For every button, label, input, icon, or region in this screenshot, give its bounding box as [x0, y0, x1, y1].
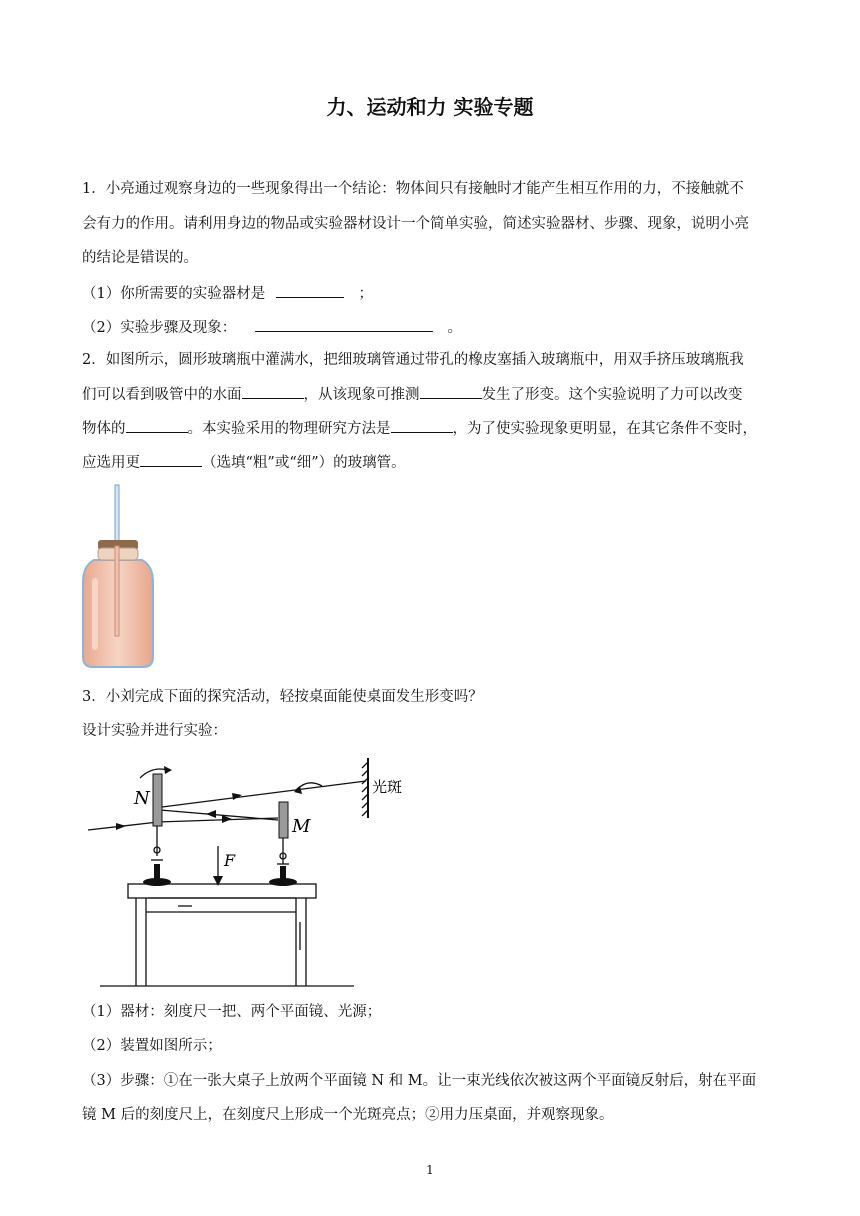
q2-text: 。本实验采用的物理研究方法是 — [187, 421, 391, 437]
q2-text-line4 — [82, 452, 406, 473]
q3-text-line2: 设计实验并进行实验： — [82, 723, 227, 739]
q1-sub1 — [82, 283, 373, 304]
q2-answer-blank-5[interactable] — [140, 452, 202, 467]
q1-text-line2: 会有力的作用。请利用身边的物品或实验器材设计一个简单实验，简述实验器材、步骤、现象，说明小亮 — [82, 216, 749, 232]
q3-item2: （2）装置如图所示； — [82, 1038, 222, 1054]
q2-answer-blank-3[interactable] — [126, 418, 188, 433]
q2-text: ，从该现象可推测 — [303, 387, 420, 403]
q2-text: 发生了形变。这个实验说明了力可以改变 — [481, 387, 743, 403]
q2-text: 物体的 — [82, 421, 126, 437]
q1-text-line3: 的结论是错误的。 — [82, 250, 198, 266]
mirror-m — [279, 802, 288, 838]
q2-text-line3 — [82, 418, 757, 439]
q1-answer-blank-steps[interactable] — [255, 317, 433, 332]
q3-text-line1: 3．小刘完成下面的探究活动，轻按桌面能使桌面发生形变吗？ — [82, 689, 483, 705]
label-n: N — [134, 788, 150, 809]
q2-text: ，为了使实验现象更明显，在其它条件不变时， — [452, 421, 757, 437]
q2-text-line1: 2．如图所示，圆形玻璃瓶中灌满水，把细玻璃管通过带孔的橡皮塞插入玻璃瓶中，用双手挤压玻璃瓶我 — [82, 352, 744, 368]
q2-text-line2 — [82, 384, 743, 405]
q2-text: 们可以看到吸管中的水面 — [82, 387, 242, 403]
q1-answer-blank-materials[interactable] — [276, 283, 344, 298]
q1-text-line1: 1．小亮通过观察身边的一些现象得出一个结论：物体间只有接触时才能产生相互作用的力，不接触就不 — [82, 181, 744, 197]
q1-sub1-end: ； — [358, 286, 373, 302]
q1-sub2-end: 。 — [447, 320, 462, 336]
page-title: 力、运动和力 实验专题 — [326, 95, 534, 119]
glass-bottle-figure — [78, 482, 158, 674]
mirror-table-experiment-figure — [82, 752, 422, 992]
q1-sub1-prompt: （1）你所需要的实验器材是 — [82, 286, 266, 302]
q3-item3-line2: 镜 M 后的刻度尺上，在刻度尺上形成一个光斑亮点；②用力压桌面，并观察现象。 — [82, 1107, 614, 1123]
q3-item1: （1）器材：刻度尺一把、两个平面镜、光源； — [82, 1004, 382, 1020]
q2-answer-blank-1[interactable] — [242, 384, 304, 399]
page-number: 1 — [426, 1163, 434, 1177]
q1-sub2-prompt: （2）实验步骤及现象： — [82, 320, 237, 336]
label-f: F — [224, 851, 236, 870]
label-m: M — [292, 816, 311, 837]
mirror-n — [153, 774, 162, 826]
q2-answer-blank-2[interactable] — [420, 384, 482, 399]
q2-answer-blank-4[interactable] — [391, 418, 453, 433]
q2-text: （选填“粗”或“细”）的玻璃管。 — [202, 455, 406, 471]
q2-text: 应选用更 — [82, 455, 140, 471]
q1-sub2 — [82, 317, 462, 338]
label-light-spot: 光斑 — [372, 778, 403, 796]
q3-item3-line1: （3）步骤：①在一张大桌子上放两个平面镜 N 和 M。让一束光线依次被这两个平面镜反射后，射在平面 — [82, 1073, 757, 1089]
